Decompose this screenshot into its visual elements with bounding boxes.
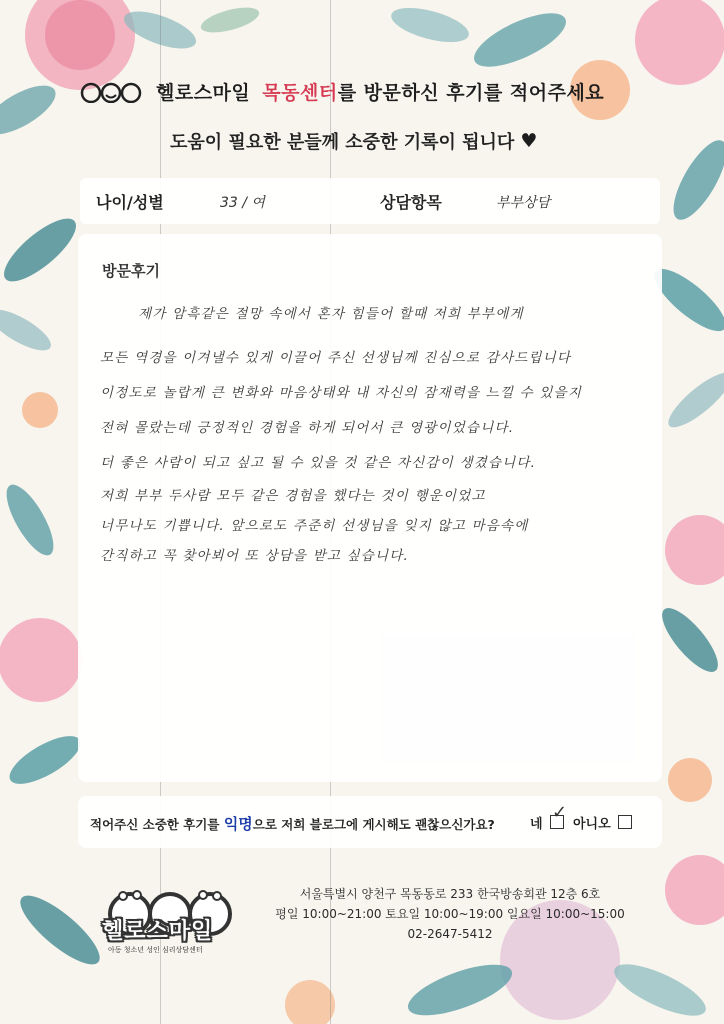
center-name: 목동센터 [262,82,338,104]
brand-name: 헬로스마일 [156,82,251,104]
category-label: 상담항목 [380,193,442,212]
review-line: 더 좋은 사람이 되고 싶고 될 수 있을 것 같은 자신감이 생겼습니다. [100,455,537,471]
footer-hours: 평일 10:00~21:00 토요일 10:00~19:00 일요일 10:00~15:00 [275,907,625,921]
review-line: 제가 암흑같은 절망 속에서 혼자 힘들어 할때 저희 부부에게 [138,306,524,322]
consent-emphasis: 익명 [223,815,253,833]
consent-yes-label: 네 [530,817,543,832]
consent-text-after: 으로 저희 블로그에 게시해도 괜찮으신가요? [252,817,495,832]
smile-logo-icon [80,81,152,103]
consent-text-before: 적어주신 소중한 후기를 [90,817,224,832]
form-subtitle [170,128,537,154]
review-section [78,234,662,782]
footer-address: 서울특별시 양천구 목동동로 233 한국방송회관 12층 6호 [299,887,601,901]
review-line: 모든 역경을 이겨낼수 있게 이끌어 주신 선생님께 진심으로 감사드립니다 [100,350,572,366]
footer-contact [250,884,650,944]
age-gender-value[interactable]: 33 / 여 [220,195,265,211]
review-line: 이정도로 놀랍게 큰 변화와 마음상태와 내 자신의 잠재력을 느낄 수 있을지 [100,385,583,401]
age-gender-label: 나이/성별 [96,193,164,212]
footer-phone: 02-2647-5412 [407,927,493,941]
title-text: 를 방문하신 후기를 적어주세요 [337,82,605,104]
consent-no-checkbox[interactable] [618,815,632,829]
footer-brand: 헬로스마일 [102,919,214,944]
form-header [80,78,660,153]
consent-row [78,796,662,848]
subtitle-text: 도움이 필요한 분들께 소중한 기록이 됩니다 [170,132,515,153]
footer-tagline: 아동 청소년 성인 심리상담센터 [108,946,203,954]
review-line: 전혀 몰랐는데 긍정적인 경험을 하게 되어서 큰 영광이었습니다. [100,420,515,436]
checkmark-icon: ✓ [552,802,568,823]
category-value[interactable]: 부부상담 [496,195,551,211]
review-line: 저희 부부 두사람 모두 같은 경험을 했다는 것이 행운이었고 [100,488,486,504]
review-label: 방문후기 [102,262,160,280]
heart-icon: ♥ [520,130,538,152]
review-line: 간직하고 꼭 찾아뵈어 또 상담을 받고 싶습니다. [100,548,410,564]
consent-question [90,813,495,834]
info-row [80,178,660,224]
review-line: 너무나도 기쁩니다. 앞으로도 주준히 선생님을 잊지 않고 마음속에 [100,518,529,534]
form-title [80,78,660,105]
consent-no-label: 아니오 [573,817,611,832]
